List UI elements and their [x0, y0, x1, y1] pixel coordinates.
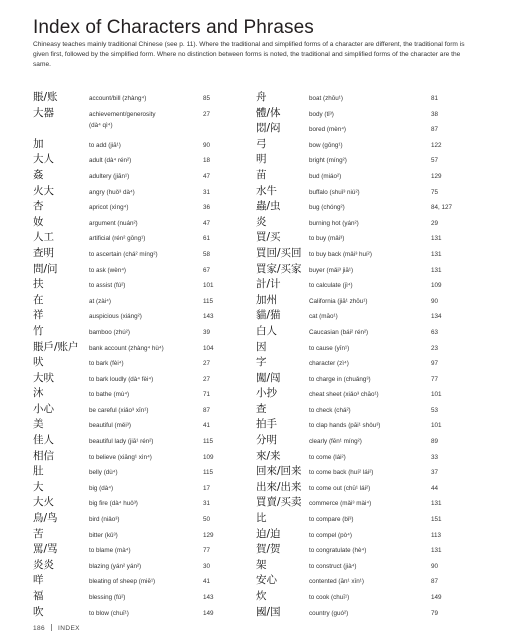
entry-page-number: 87 [431, 126, 439, 134]
entry-meaning: artificial (rén² gōng¹) [89, 235, 146, 243]
index-entry [33, 292, 233, 307]
entry-meaning: to cook (chuī¹) [309, 594, 350, 601]
entry-meaning: to check (chá²) [309, 406, 351, 414]
entry-page-number: 134 [431, 313, 442, 321]
entry-page-number: 149 [203, 609, 214, 617]
entry-page-number: 23 [431, 344, 439, 352]
entry-meaning: bird (niǎo³) [89, 516, 120, 524]
index-entry [33, 276, 233, 291]
index-entry [256, 120, 471, 135]
index-entry [33, 588, 233, 603]
entry-characters: 水牛 [256, 184, 277, 197]
entry-meaning: bug (chóng²) [309, 204, 345, 212]
entry-page-number: 131 [431, 235, 442, 243]
entry-characters: 貓/猫 [256, 309, 281, 322]
entry-characters: 苦 [33, 527, 44, 540]
entry-meaning: to clap hands (pāi¹ shǒu³) [309, 422, 381, 430]
footer-divider [51, 624, 52, 631]
entry-page-number: 37 [431, 469, 439, 477]
index-entry [33, 245, 233, 260]
entry-meaning: adultery (jiān¹) [89, 172, 130, 180]
entry-meaning: bitter (kǔ³) [89, 531, 118, 539]
entry-page-number: 33 [431, 453, 439, 461]
index-entry [33, 307, 233, 322]
entry-meaning: adult (dà⁴ rén²) [89, 157, 132, 165]
entry-characters: 人工 [33, 231, 54, 244]
entry-characters: 在 [33, 293, 44, 306]
entry-page-number: 38 [431, 110, 439, 118]
index-entry [256, 385, 471, 400]
entry-meaning: to cause (yīn¹) [309, 344, 350, 352]
entry-characters: 體/体 [256, 106, 281, 119]
entry-characters: 賬/账 [33, 91, 58, 103]
entry-characters: 美 [33, 418, 44, 431]
index-entry [256, 136, 471, 151]
index-entry [256, 276, 471, 291]
entry-page-number: 27 [203, 110, 211, 118]
index-entry [33, 448, 233, 463]
entry-characters: 買回/买回 [256, 246, 302, 259]
entry-characters: 闖/闯 [256, 371, 281, 384]
entry-meaning: buyer (mǎi³ jiā¹) [309, 266, 354, 274]
entry-meaning: to come out (chū¹ lái²) [309, 484, 371, 492]
entry-characters: 大人 [33, 153, 54, 166]
entry-characters: 相信 [33, 449, 54, 462]
index-entry [33, 229, 233, 244]
entry-page-number: 104 [203, 344, 214, 352]
entry-page-number: 151 [431, 516, 442, 524]
index-entry [256, 432, 471, 447]
entry-page-number: 97 [431, 360, 439, 368]
index-entry [256, 151, 471, 166]
index-entry [256, 167, 471, 182]
entry-meaning: commerce (mǎi³ mài⁴) [309, 500, 372, 508]
index-entry [33, 370, 233, 385]
entry-meaning: angry (huǒ³ dà⁴) [89, 188, 135, 196]
index-column-right [256, 89, 471, 619]
entry-characters: 鳥/鸟 [33, 512, 58, 525]
entry-meaning: country (guó²) [309, 609, 349, 617]
index-entry [33, 510, 233, 525]
entry-page-number: 84, 127 [431, 204, 453, 212]
entry-characters: 加 [33, 137, 44, 150]
entry-meaning: to assist (fú²) [89, 282, 126, 290]
index-entry [33, 105, 233, 120]
entry-page-number: 122 [431, 141, 442, 149]
entry-pinyin-continued: (dà⁴ qì⁴) [89, 121, 113, 129]
entry-meaning: to compel (pò⁴) [309, 531, 352, 539]
entry-characters: 查 [256, 402, 267, 415]
index-entry [33, 323, 233, 338]
entry-characters: 買賣/买卖 [256, 496, 302, 509]
index-entry [256, 261, 471, 276]
index-entry [33, 557, 233, 572]
entry-page-number: 131 [431, 250, 442, 258]
entry-page-number: 101 [203, 282, 214, 290]
entry-characters: 弓 [256, 137, 267, 150]
entry-page-number: 61 [203, 235, 211, 243]
entry-characters: 白人 [256, 324, 277, 337]
index-entry [256, 479, 471, 494]
entry-characters: 出來/出来 [256, 480, 302, 493]
index-entry [33, 198, 233, 213]
entry-meaning: to compare (bǐ³) [309, 516, 354, 524]
entry-characters: 祥 [33, 309, 44, 322]
entry-characters: 加州 [256, 293, 277, 306]
entry-meaning: body (tǐ³) [309, 110, 334, 118]
entry-characters: 炎炎 [33, 558, 54, 571]
index-entry [256, 604, 471, 619]
entry-meaning: to construct (jià⁴) [309, 562, 357, 570]
entry-characters: 竹 [33, 324, 44, 337]
entry-characters: 字 [256, 356, 267, 369]
entry-characters: 計/计 [256, 278, 281, 291]
entry-characters: 大 [33, 480, 44, 493]
entry-page-number: 53 [431, 406, 439, 414]
entry-page-number: 47 [203, 219, 211, 227]
entry-page-number: 131 [431, 266, 442, 274]
index-entry [33, 339, 233, 354]
entry-characters: 迫/迫 [256, 527, 281, 540]
entry-meaning: account/bill (zhàng⁴) [89, 95, 147, 102]
index-entry [33, 416, 233, 431]
entry-characters: 賀/贺 [256, 543, 281, 556]
entry-meaning: be careful (xiǎo³ xīn¹) [89, 406, 149, 414]
entry-characters: 姦 [33, 168, 44, 181]
entry-characters: 佳人 [33, 434, 54, 447]
entry-page-number: 101 [431, 422, 442, 430]
entry-meaning: beautiful (měi³) [89, 422, 131, 430]
index-entry [33, 167, 233, 182]
entry-characters: 賬戶/账户 [33, 340, 79, 353]
entry-meaning: to bark (fèi⁴) [89, 360, 124, 368]
entry-page-number: 109 [431, 282, 442, 290]
section-label: INDEX [58, 625, 80, 632]
entry-characters: 小抄 [256, 387, 277, 400]
entry-meaning: bright (míng²) [309, 157, 347, 165]
entry-page-number: 143 [203, 594, 214, 601]
entry-page-number: 87 [431, 578, 439, 586]
entry-page-number: 41 [203, 422, 211, 430]
entry-meaning: to add (jiā¹) [89, 141, 121, 149]
entry-meaning: California (jiā¹ zhōu¹) [309, 297, 368, 305]
entry-characters: 沐 [33, 387, 44, 400]
index-entry [33, 136, 233, 151]
entry-page-number: 131 [431, 547, 442, 555]
intro-paragraph: Chineasy teaches mainly traditional Chinese (see p. 11). Where the traditional and simplified forms of a character are different, the traditional form is given first, followed by the simplified form. Where no distinction between forms is noted, the traditional and simplified forms of the character are the same. [33, 40, 465, 68]
entry-page-number: 90 [203, 141, 211, 149]
entry-characters: 大吠 [33, 371, 54, 384]
entry-page-number: 63 [431, 328, 439, 336]
entry-page-number: 41 [203, 578, 211, 586]
entry-page-number: 85 [203, 95, 211, 102]
entry-page-number: 18 [203, 157, 211, 165]
entry-meaning: bud (miáo²) [309, 172, 342, 180]
entry-meaning: big (dà⁴) [89, 484, 114, 492]
index-entry [256, 229, 471, 244]
entry-page-number: 149 [431, 594, 442, 601]
index-entry [256, 494, 471, 509]
index-entry [33, 463, 233, 478]
entry-meaning: beautiful lady (jiā¹ rén²) [89, 438, 154, 446]
entry-characters: 分明 [256, 434, 277, 447]
index-entry [33, 494, 233, 509]
index-entry [256, 510, 471, 525]
entry-page-number: 109 [203, 453, 214, 461]
index-entry [33, 385, 233, 400]
entry-meaning: to ask (wèn⁴) [89, 266, 127, 274]
index-entry [256, 339, 471, 354]
entry-meaning: to charge in (chuǎng³) [309, 375, 371, 383]
index-entry [33, 432, 233, 447]
entry-meaning: to believe (xiāng¹ xìn⁴) [89, 453, 152, 461]
entry-meaning: clearly (fēn¹ míng²) [309, 438, 362, 446]
index-entry [33, 604, 233, 619]
entry-characters: 舟 [256, 91, 267, 103]
entry-page-number: 143 [203, 313, 214, 321]
entry-meaning: argument (nuán²) [89, 219, 138, 227]
index-entry [33, 572, 233, 587]
page-number: 186 [33, 625, 46, 632]
entry-page-number: 57 [431, 157, 439, 165]
entry-page-number: 113 [431, 531, 442, 539]
entry-meaning: bleating of sheep (miē¹) [89, 578, 156, 586]
entry-page-number: 17 [203, 484, 211, 492]
index-entry [256, 541, 471, 556]
entry-characters: 肚 [33, 465, 44, 478]
entry-meaning: to ascertain (chá² míng²) [89, 250, 158, 258]
entry-page-number: 75 [431, 188, 439, 196]
entry-characters: 吹 [33, 605, 44, 618]
entry-page-number: 115 [203, 469, 214, 477]
entry-meaning: burning hot (yán²) [309, 219, 359, 227]
entry-page-number: 27 [203, 375, 211, 383]
index-entry [256, 307, 471, 322]
index-entry [33, 541, 233, 556]
entry-meaning: contented (ān¹ xīn¹) [309, 578, 364, 586]
entry-page-number: 77 [203, 547, 211, 555]
entry-characters: 福 [33, 590, 44, 602]
entry-meaning: at (zài⁴) [89, 297, 111, 305]
entry-page-number: 129 [203, 531, 214, 539]
entry-characters: 買家/买家 [256, 262, 302, 275]
entry-characters: 悶/闷 [256, 122, 281, 135]
index-entry [256, 416, 471, 431]
index-entry [256, 198, 471, 213]
index-entry [256, 588, 471, 603]
entry-page-number: 77 [431, 375, 439, 383]
entry-meaning: character (zì⁴) [309, 360, 349, 368]
entry-meaning: bamboo (zhú²) [89, 328, 130, 336]
index-entry [33, 261, 233, 276]
entry-characters: 查明 [33, 246, 54, 259]
entry-characters: 問/问 [33, 262, 58, 275]
entry-characters: 安心 [256, 574, 277, 587]
index-entry [256, 183, 471, 198]
entry-meaning: to blame (mà⁴) [89, 547, 131, 555]
index-entry [256, 105, 471, 120]
entry-meaning: to blow (chuī¹) [89, 609, 129, 617]
entry-meaning: apricot (xìng⁴) [89, 204, 129, 212]
entry-page-number: 131 [431, 500, 442, 508]
index-entry [256, 526, 471, 541]
entry-page-number: 89 [431, 438, 439, 446]
entry-page-number: 90 [431, 297, 439, 305]
entry-characters: 火大 [33, 184, 54, 197]
entry-characters: 罵/骂 [33, 543, 58, 556]
entry-page-number: 47 [203, 172, 211, 180]
entry-meaning: to congratulate (hè⁴) [309, 547, 367, 555]
entry-characters: 比 [256, 512, 267, 525]
entry-meaning: to buy back (mǎi³ huí²) [309, 250, 372, 258]
index-entry [33, 214, 233, 229]
entry-characters: 大器 [33, 106, 54, 119]
entry-page-number: 31 [203, 188, 211, 196]
entry-meaning: Caucasian (bái² rén²) [309, 328, 369, 336]
index-entry [33, 183, 233, 198]
entry-meaning: to bathe (mù⁴) [89, 391, 130, 399]
entry-page-number: 101 [431, 391, 442, 399]
page-title: Index of Characters and Phrases [33, 16, 314, 38]
index-entry [33, 479, 233, 494]
index-entry [256, 292, 471, 307]
index-entry [256, 557, 471, 572]
entry-page-number: 87 [203, 406, 211, 414]
entry-characters: 明 [256, 153, 267, 166]
entry-page-number: 27 [203, 360, 211, 368]
entry-page-number: 67 [203, 266, 211, 274]
entry-page-number: 115 [203, 297, 214, 305]
entry-meaning: bored (mèn⁴) [309, 126, 347, 134]
entry-characters: 買/买 [256, 231, 281, 244]
entry-characters: 苗 [256, 168, 267, 181]
entry-characters: 咩 [33, 574, 44, 587]
entry-meaning: bow (gōng¹) [309, 141, 343, 149]
entry-meaning: blessing (fú²) [89, 594, 126, 601]
entry-characters: 吠 [33, 356, 44, 369]
page-footer [33, 624, 80, 632]
entry-page-number: 30 [203, 562, 211, 570]
entry-meaning: to bark loudly (dà⁴ fèi⁴) [89, 375, 154, 383]
entry-characters: 炎 [256, 215, 267, 228]
entry-characters: 拍手 [256, 418, 277, 431]
entry-meaning: bank account (zhàng⁴ hù⁴) [89, 344, 164, 352]
entry-characters: 蟲/虫 [256, 200, 281, 213]
entry-characters: 炊 [256, 590, 267, 602]
entry-meaning: cheat sheet (xiǎo³ chāo¹) [309, 391, 379, 399]
entry-page-number: 44 [431, 484, 439, 492]
entry-page-number: 129 [431, 172, 442, 180]
entry-meaning: to come (lái²) [309, 453, 346, 461]
entry-meaning: to calculate (jì⁴) [309, 282, 353, 290]
entry-characters: 奻 [33, 215, 44, 228]
index-entry [256, 245, 471, 260]
entry-page-number: 50 [203, 516, 211, 524]
entry-page-number: 81 [431, 95, 439, 102]
entry-page-number: 31 [203, 500, 211, 508]
index-entry [33, 526, 233, 541]
entry-meaning: big fire (dà⁴ huǒ³) [89, 500, 138, 508]
entry-meaning: cat (māo¹) [309, 313, 338, 321]
entry-meaning: achievement/generosity [89, 110, 156, 118]
index-entry [256, 214, 471, 229]
entry-characters: 杏 [33, 200, 44, 213]
entry-meaning: buffalo (shuǐ³ niú²) [309, 188, 360, 196]
index-entry [256, 448, 471, 463]
index-entry [256, 354, 471, 369]
entry-meaning: to buy (mǎi³) [309, 235, 345, 243]
index-entry [256, 572, 471, 587]
index-entry [256, 370, 471, 385]
index-entry [256, 463, 471, 478]
entry-page-number: 29 [431, 219, 439, 227]
entry-meaning: boat (zhōu¹) [309, 95, 343, 102]
index-entry [256, 401, 471, 416]
entry-page-number: 115 [203, 438, 214, 446]
entry-characters: 小心 [33, 402, 54, 415]
index-entry [256, 323, 471, 338]
entry-characters: 來/来 [256, 449, 281, 462]
entry-page-number: 39 [203, 328, 211, 336]
entry-page-number: 71 [203, 391, 211, 399]
index-entry [33, 401, 233, 416]
index-column-left [33, 89, 233, 619]
entry-page-number: 58 [203, 250, 211, 258]
entry-characters: 扶 [33, 278, 44, 291]
entry-meaning: belly (dù⁴) [89, 469, 118, 477]
entry-characters: 架 [256, 558, 267, 571]
entry-page-number: 79 [431, 609, 439, 617]
index-entry [256, 89, 471, 104]
index-entry [33, 89, 233, 104]
entry-characters: 大火 [33, 496, 54, 509]
entry-meaning: auspicious (xiáng²) [89, 313, 142, 321]
entry-page-number: 90 [431, 562, 439, 570]
entry-meaning: to come back (huí² lái²) [309, 469, 374, 477]
entry-meaning: blazing (yán² yán²) [89, 562, 142, 570]
entry-characters: 國/国 [256, 605, 281, 618]
entry-page-number: 36 [203, 204, 211, 212]
index-entry [33, 354, 233, 369]
entry-characters: 因 [256, 340, 267, 353]
index-entry [33, 151, 233, 166]
entry-characters: 回來/回来 [256, 465, 302, 478]
